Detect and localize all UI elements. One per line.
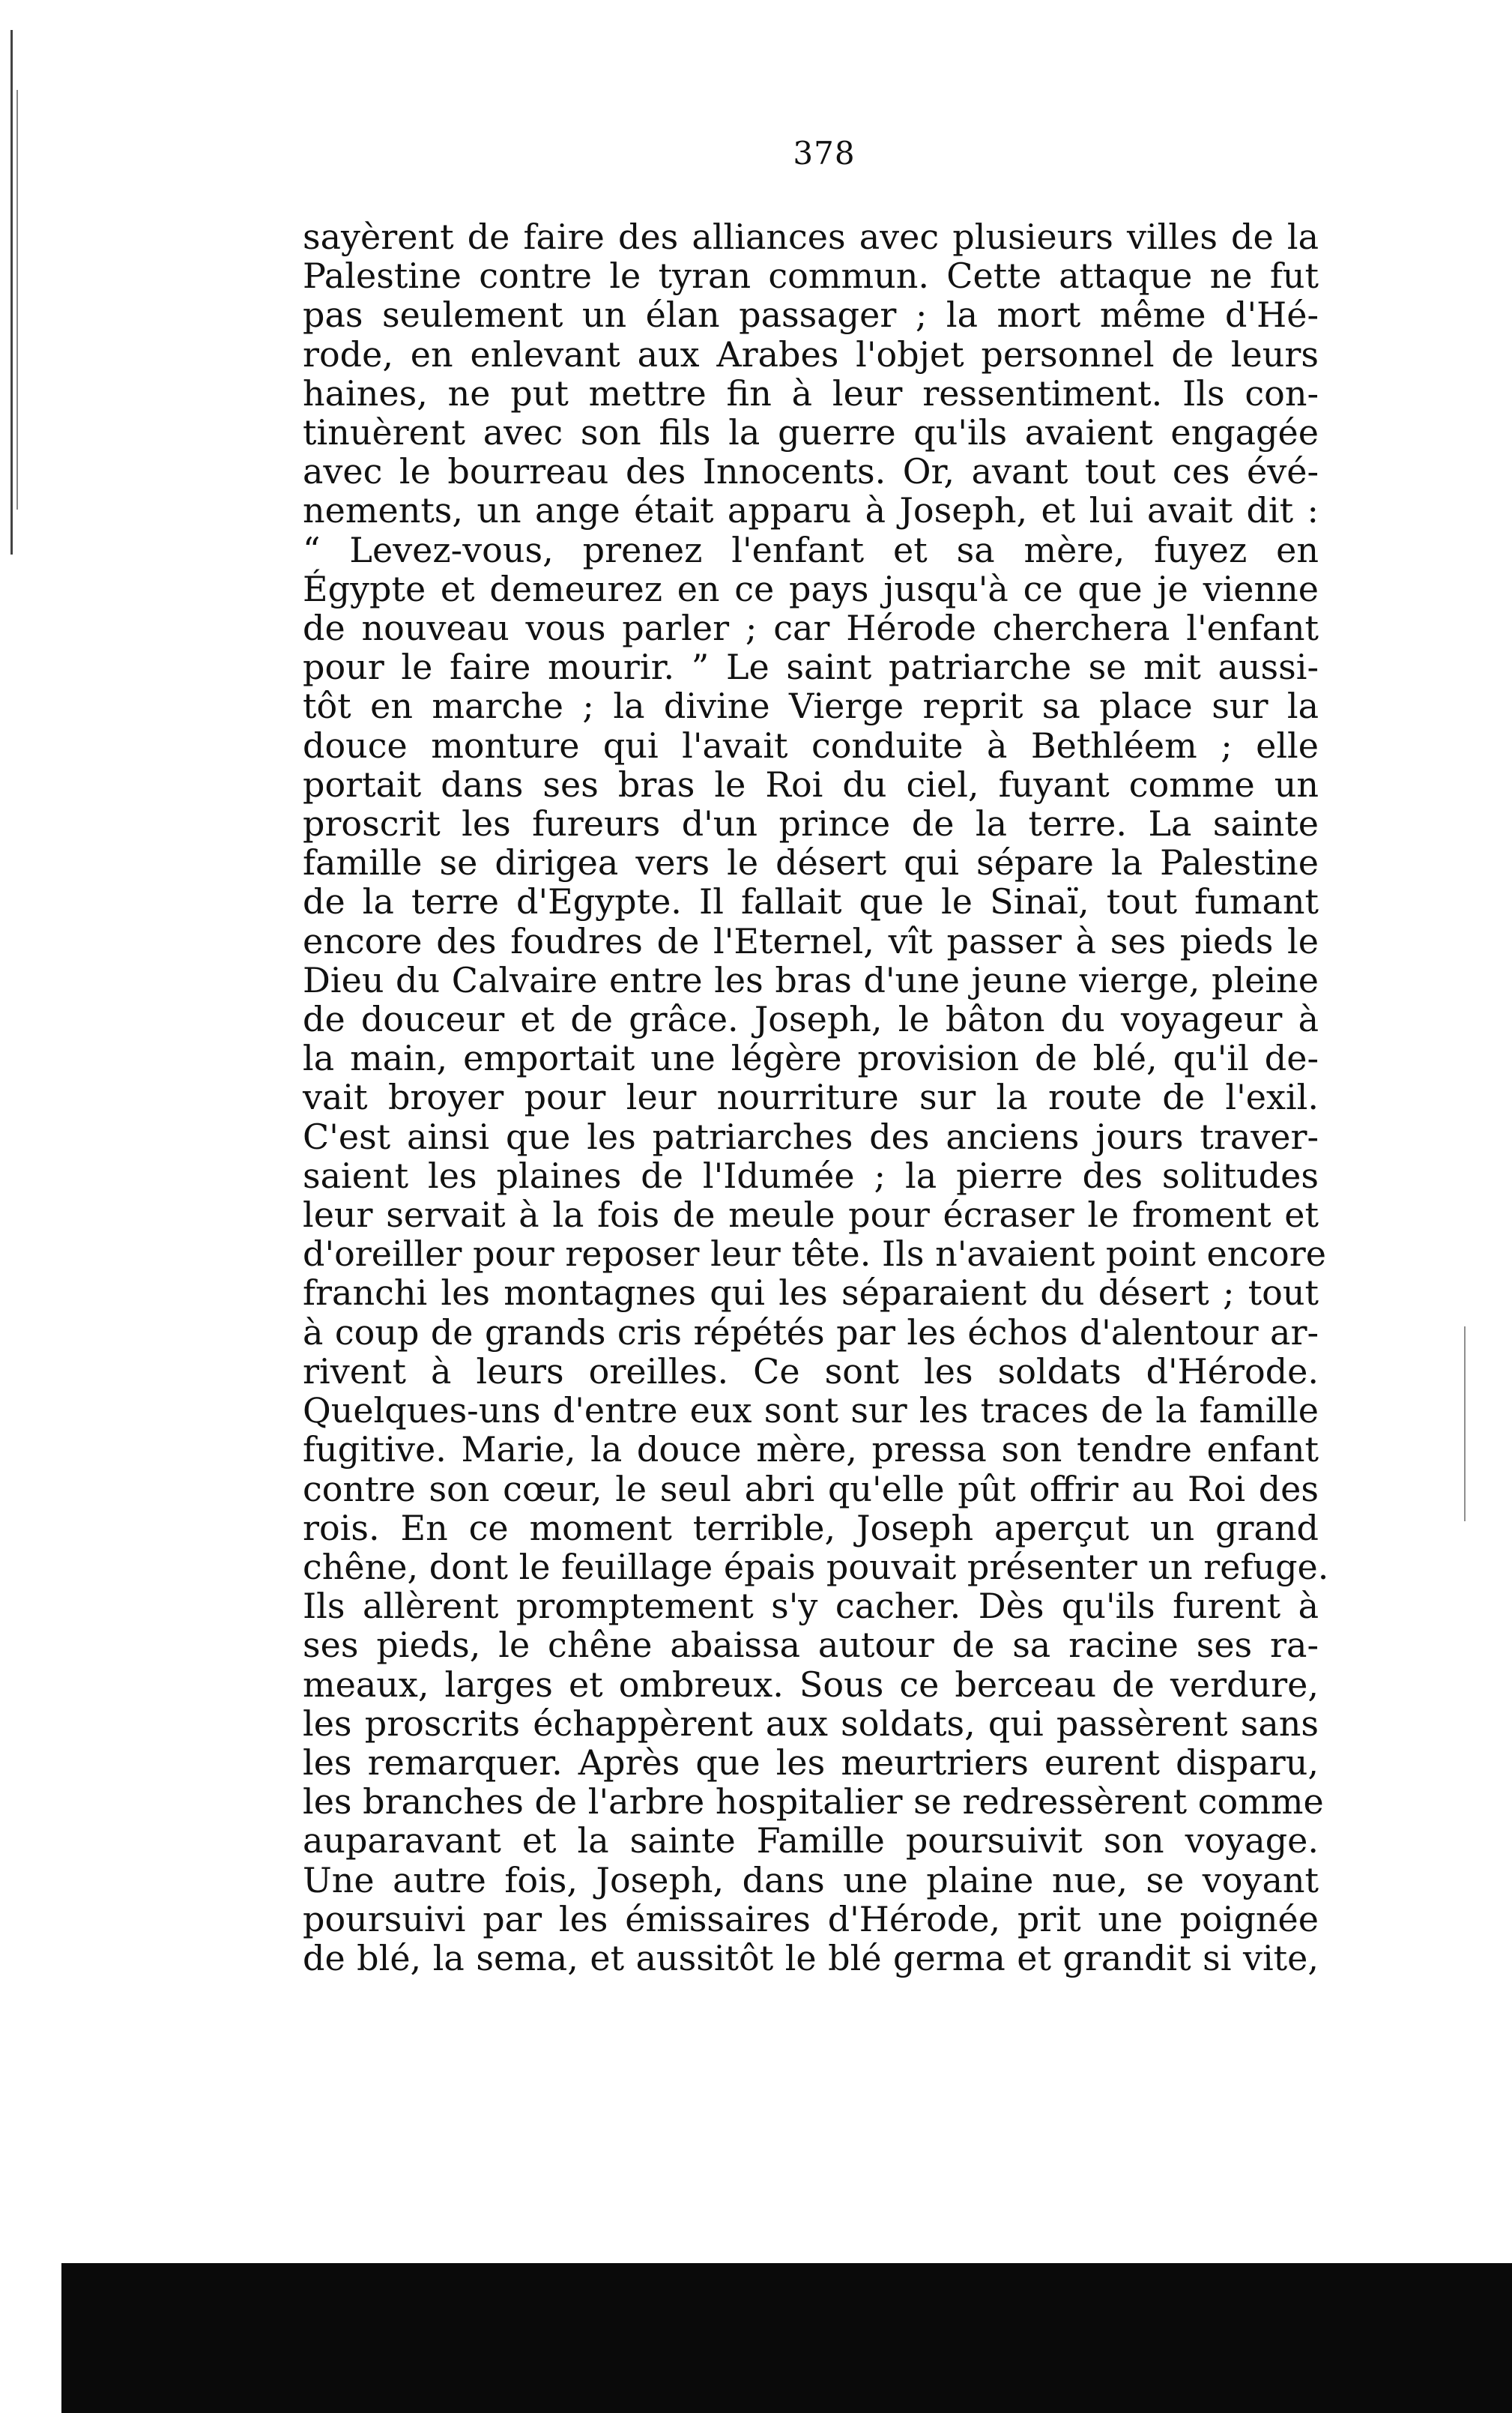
- text-line: franchi les montagnes qui les séparaient du désert ; tout: [303, 1272, 1319, 1314]
- text-line: Quelques-uns d'entre eux sont sur les traces de la famille: [303, 1390, 1319, 1431]
- text-line: sayèrent de faire des alliances avec plusieurs villes de la: [303, 217, 1319, 257]
- text-line: contre son cœur, le seul abri qu'elle pût offrir au Roi des: [303, 1468, 1319, 1509]
- text-line: Dieu du Calvaire entre les bras d'une jeune vierge, pleine: [303, 959, 1319, 1000]
- text-line: de blé, la sema, et aussitôt le blé germa et grandit si vite,: [303, 1937, 1319, 1978]
- scan-bottom-band: [61, 2263, 1512, 2413]
- text-line: douce monture qui l'avait conduite à Bethléem ; elle: [303, 725, 1319, 766]
- text-line: C'est ainsi que les patriarches des anciens jours traver-: [303, 1116, 1319, 1157]
- text-line: de nouveau vous parler ; car Hérode cherchera l'enfant: [303, 608, 1319, 649]
- text-line: poursuivi par les émissaires d'Hérode, prit une poignée: [303, 1898, 1319, 1939]
- text-line: famille se dirigea vers le désert qui sépare la Palestine: [303, 842, 1319, 884]
- text-line: rivent à leurs oreilles. Ce sont les soldats d'Hérode.: [303, 1350, 1319, 1392]
- text-line: portait dans ses bras le Roi du ciel, fuyant comme un: [303, 764, 1319, 805]
- text-line: Ils allèrent promptement s'y cacher. Dès qu'ils furent à: [303, 1586, 1319, 1627]
- text-line: chêne, dont le feuillage épais pouvait présenter un refuge.: [303, 1546, 1329, 1587]
- text-line: de la terre d'Egypte. Il fallait que le Sinaï, tout fumant: [303, 881, 1319, 922]
- text-line: Égypte et demeurez en ce pays jusqu'à ce que je vienne: [303, 568, 1319, 609]
- text-line: rode, en enlevant aux Arabes l'objet personnel de leurs: [303, 333, 1319, 375]
- text-line: nements, un ange était apparu à Joseph, et lui avait dit :: [303, 490, 1319, 531]
- scan-margin-mark: [1464, 1326, 1466, 1521]
- text-line: Palestine contre le tyran commun. Cette attaque ne fut: [303, 256, 1319, 297]
- text-line: pas seulement un élan passager ; la mort même d'Hé-: [303, 295, 1319, 336]
- text-line: saient les plaines de l'Idumée ; la pierre des solitudes: [303, 1155, 1319, 1196]
- text-line: meaux, larges et ombreux. Sous ce berceau de verdure,: [303, 1664, 1319, 1705]
- text-line: rois. En ce moment terrible, Joseph aperçut un grand: [303, 1507, 1319, 1548]
- text-line: proscrit les fureurs d'un prince de la terre. La sainte: [303, 803, 1319, 845]
- text-line: la main, emportait une légère provision de blé, qu'il de-: [303, 1038, 1319, 1079]
- text-line: haines, ne put mettre fin à leur ressentiment. Ils con-: [303, 372, 1319, 414]
- page-number: 378: [793, 135, 856, 172]
- text-line: les proscrits échappèrent aux soldats, qui passèrent sans: [303, 1703, 1319, 1744]
- text-line: ses pieds, le chêne abaissa autour de sa racine ses ra-: [303, 1625, 1319, 1666]
- text-line: tinuèrent avec son fils la guerre qu'ils avaient engagée: [303, 412, 1319, 453]
- text-line: à coup de grands cris répétés par les échos d'alentour ar-: [303, 1311, 1319, 1353]
- text-line: Une autre fois, Joseph, dans une plaine nue, se voyant: [303, 1859, 1319, 1900]
- text-line: avec le bourreau des Innocents. Or, avant tout ces évé-: [303, 451, 1319, 492]
- text-line: auparavant et la sainte Famille poursuivit son voyage.: [303, 1820, 1319, 1861]
- body-text: [303, 217, 1329, 1978]
- text-line: encore des foudres de l'Eternel, vît passer à ses pieds le: [303, 920, 1319, 961]
- text-line: “ Levez-vous, prenez l'enfant et sa mère, fuyez en: [303, 529, 1319, 570]
- scan-edge-mark: [10, 30, 13, 555]
- text-line: de douceur et de grâce. Joseph, le bâton du voyageur à: [303, 999, 1319, 1040]
- text-line: leur servait à la fois de meule pour écraser le froment et: [303, 1195, 1319, 1236]
- text-line: fugitive. Marie, la douce mère, pressa son tendre enfant: [303, 1429, 1319, 1470]
- text-line: les remarquer. Après que les meurtriers eurent disparu,: [303, 1742, 1319, 1783]
- text-line: les branches de l'arbre hospitalier se redressèrent comme: [303, 1781, 1324, 1822]
- text-line: pour le faire mourir. ” Le saint patriarche se mit aussi-: [303, 647, 1319, 688]
- text-line: tôt en marche ; la divine Vierge reprit sa place sur la: [303, 686, 1319, 727]
- text-line: vait broyer pour leur nourriture sur la route de l'exil.: [303, 1077, 1319, 1118]
- text-line: d'oreiller pour reposer leur tête. Ils n'avaient point encore: [303, 1233, 1326, 1275]
- scan-edge-mark: [16, 90, 18, 510]
